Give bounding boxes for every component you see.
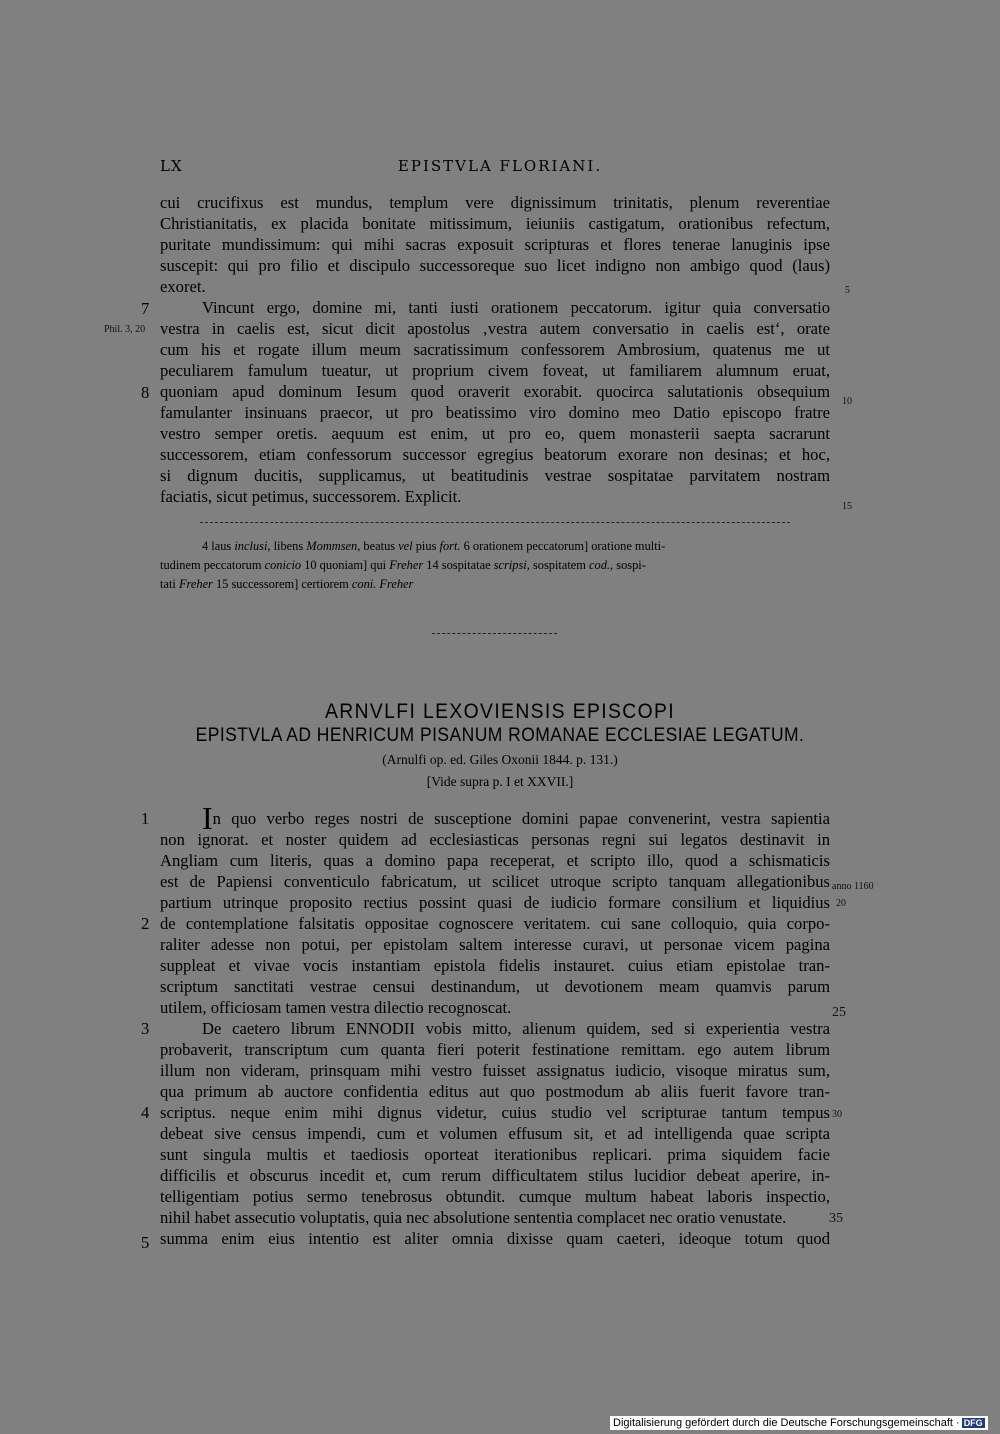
text-line: de contemplatione falsitatis oppositae cognoscere veritatem. cui sane colloquio, quia corpo- bbox=[160, 914, 830, 933]
footnote-italic: coni. Freher bbox=[351, 577, 414, 591]
footnote-text: , sospitatem bbox=[526, 558, 590, 572]
text-line: cum his et rogate illum meum sacratissimum confessorem Ambrosium, quatenus me ut bbox=[160, 340, 830, 359]
section-number: 1 bbox=[141, 809, 150, 828]
text-line: De caetero librum ENNODII vobis mitto, alienum quidem, sed si experientia vestra bbox=[202, 1019, 830, 1038]
first-line-text: n quo verbo reges nostri de susceptione domini papae convenerint, vestra sapientia bbox=[212, 809, 830, 828]
text-line: faciatis, sicut petimus, successorem. Explicit. bbox=[160, 487, 462, 506]
text-line: successorem, etiam confessorum successor egregius beatorum exorare non desinas; et hoc, bbox=[160, 445, 830, 464]
footnote-text: tati bbox=[160, 577, 179, 591]
text-line: probaverit, transcriptum cum quanta fieri poterit festinatione remittam. ego autem librum bbox=[160, 1040, 830, 1059]
text-line: famulanter insinuans praecor, ut pro beatissimo viro domino meo Datio episcopo fratre bbox=[160, 403, 830, 422]
source-reference: (Arnulfi op. ed. Giles Oxonii 1844. p. 131.) bbox=[382, 752, 618, 767]
footnote-line bbox=[160, 556, 646, 575]
text-line: Angliam cum literis, quas a domino papa receperat, et scripto illo, quod a schismaticis bbox=[160, 851, 830, 870]
line-number: 30 bbox=[832, 1109, 842, 1120]
dropcap: I bbox=[202, 800, 213, 836]
text-line: vestra in caelis est, sicut dicit apostolus ‚vestra autem conversatio in caelis est‘, orate bbox=[160, 319, 830, 338]
footnote-italic: inclusi bbox=[234, 539, 268, 553]
text-line: est de Papiensi conventiculo fabricatum, ut scilicet utroque scripto tanquam allegationibus bbox=[160, 872, 830, 891]
text-line: raliter adesse non potui, per epistolam saltem interesse curavi, ut personae vicem pagina bbox=[160, 935, 830, 954]
footnote-italic: vel bbox=[398, 539, 413, 553]
margin-reference: Phil. 3, 20 bbox=[104, 324, 146, 335]
footnote-text: , libens bbox=[267, 539, 307, 553]
section-number: 4 bbox=[141, 1103, 150, 1122]
text-line: telligentiam potius sermo tenebrosus obtundit. cumque multum habeat laboris inspectio, bbox=[160, 1187, 830, 1206]
dfg-footer[interactable] bbox=[610, 1416, 988, 1430]
running-title: EPISTVLA FLORIANI. bbox=[397, 157, 603, 175]
section-number: 5 bbox=[141, 1233, 150, 1252]
footnote-italic: Freher bbox=[178, 577, 213, 591]
text-line: si dignum ducitis, supplicamus, ut beatitudinis vestrae sospitatae parvitatem nostram bbox=[160, 466, 830, 485]
text-line: sunt singula multis et taediosis oporteat iterationibus replicari. prima siquidem facie bbox=[160, 1145, 830, 1164]
section-number: 3 bbox=[141, 1019, 150, 1038]
letter-title: ARNVLFI LEXOVIENSIS EPISCOPI bbox=[324, 700, 676, 723]
footnote-text: 14 sospitatae bbox=[423, 558, 494, 572]
text-line: nihil habet assecutio voluptatis, quia nec absolutione sententia complacet nec oratio venustate. bbox=[160, 1208, 787, 1227]
footnote-line bbox=[160, 575, 413, 594]
section-divider bbox=[432, 633, 557, 634]
text-line: utilem, officiosam tamen vestra dilectio recognoscat. bbox=[160, 998, 512, 1017]
cross-reference: [Vide supra p. I et XXVII.] bbox=[426, 774, 574, 789]
letter-subtitle: EPISTVLA AD HENRICUM PISANUM ROMANAE ECCLESIAE LEGATUM. bbox=[195, 725, 805, 746]
page-number: LX bbox=[160, 157, 183, 175]
section-number: 8 bbox=[141, 383, 150, 402]
footnote-text: 15 successorem] certiorem bbox=[212, 577, 352, 591]
line-number: 20 bbox=[836, 898, 846, 909]
line-number: 25 bbox=[832, 1005, 846, 1020]
margin-year: anno 1160 bbox=[832, 881, 874, 892]
text-line: summa enim eius intentio est aliter omnia dixisse quam caeteri, ideoque totum quod bbox=[160, 1229, 830, 1248]
footnote-italic: cod. bbox=[589, 558, 611, 572]
footnote-italic: conicio bbox=[264, 558, 302, 572]
text-line: scriptus. neque enim mihi dignus videtur, cuius studio vel scripturae tantum tempus bbox=[160, 1103, 830, 1122]
text-line: peculiarem famulum tueatur, ut proprium civem foveat, ut familiarem alumnum eruat, bbox=[160, 361, 830, 380]
footnote-line bbox=[160, 537, 665, 556]
footnote-text: 4 laus bbox=[202, 539, 235, 553]
section-number: 7 bbox=[141, 299, 150, 318]
footnote-italic: Mommsen bbox=[306, 539, 358, 553]
first-line bbox=[160, 800, 830, 836]
footer-text: Digitalisierung gefördert durch die Deutsche Forschungsgemeinschaft · bbox=[613, 1417, 960, 1429]
text-line: cui crucifixus est mundus, templum vere dignissimum trinitatis, plenum reverentiae bbox=[160, 193, 830, 212]
footnote-text: tudinem peccatorum bbox=[160, 558, 265, 572]
line-number: 5 bbox=[845, 285, 850, 296]
footnote-italic: scripsi bbox=[493, 558, 527, 572]
footnote-italic: Freher bbox=[389, 558, 424, 572]
footnote-text: , sospi- bbox=[610, 558, 646, 572]
text-line: non ignorat. et noster quidem ad ecclesiasticas personas regni sui legatos destinavit in bbox=[160, 830, 830, 849]
text-line: quoniam apud dominum Iesum quod oraverit exorabit. quocirca salutationis obsequium bbox=[160, 382, 830, 401]
dfg-logo: DFG bbox=[963, 1418, 983, 1428]
footnote-text: 10 quoniam] qui bbox=[301, 558, 390, 572]
footnote-italic: fort. bbox=[439, 539, 461, 553]
text-line: exoret. bbox=[160, 277, 206, 296]
footnote-rule bbox=[200, 522, 790, 523]
text-line: puritate mundissimum: qui mihi sacras exposuit scripturas et flores tenerae lanuginis ipse bbox=[160, 235, 830, 254]
line-number: 10 bbox=[842, 396, 852, 407]
footnote-text: , beatus bbox=[357, 539, 399, 553]
line-number: 15 bbox=[842, 501, 852, 512]
section-number: 2 bbox=[141, 914, 150, 933]
text-line: vestro semper oretis. aequum est enim, ut pro eo, quem monasterii saepta sacrarunt bbox=[160, 424, 830, 443]
text-line: suscepit: qui pro filio et discipulo successoreque suo licet indigno non ambigo quod (laus) bbox=[160, 256, 830, 275]
text-line: Christianitatis, ex placida bonitate mitissimum, ieiuniis castigatum, orationibus refectum, bbox=[160, 214, 830, 233]
text-line: illum non videram, prinsquam mihi vestro fuisset assignatus iudicio, visoque miratus sum, bbox=[160, 1061, 830, 1080]
footnote-text: pius bbox=[412, 539, 440, 553]
text-line: partium utrinque proposito rectius possint quasi de iudicio formare consilium et liquidius bbox=[160, 893, 830, 912]
line-number: 35 bbox=[829, 1211, 843, 1226]
text-line: debeat sive census impendi, cum et volumen effusum sit, et ad intelligenda quae scripta bbox=[160, 1124, 830, 1143]
text-line: qua primum ab auctore confidentia editus aut quo postmodum ab aliis fuerit favore tran- bbox=[160, 1082, 830, 1101]
text-line: Vincunt ergo, domine mi, tanti iusti orationem peccatorum. igitur quia conversatio bbox=[202, 298, 830, 317]
footnote-text: 6 orationem peccatorum] oratione multi- bbox=[460, 539, 666, 553]
text-line: scriptum sanctitati vestrae censui destinandum, ut devotionem meam quamvis parum bbox=[160, 977, 830, 996]
text-line: suppleat et vivae vocis instantiam epistola fidelis instauret. cuius etiam epistolae tran- bbox=[160, 956, 830, 975]
text-line: difficilis et obscurus incedit et, cum rerum difficultatem stilus lucidior debeat aperire, in- bbox=[160, 1166, 830, 1185]
